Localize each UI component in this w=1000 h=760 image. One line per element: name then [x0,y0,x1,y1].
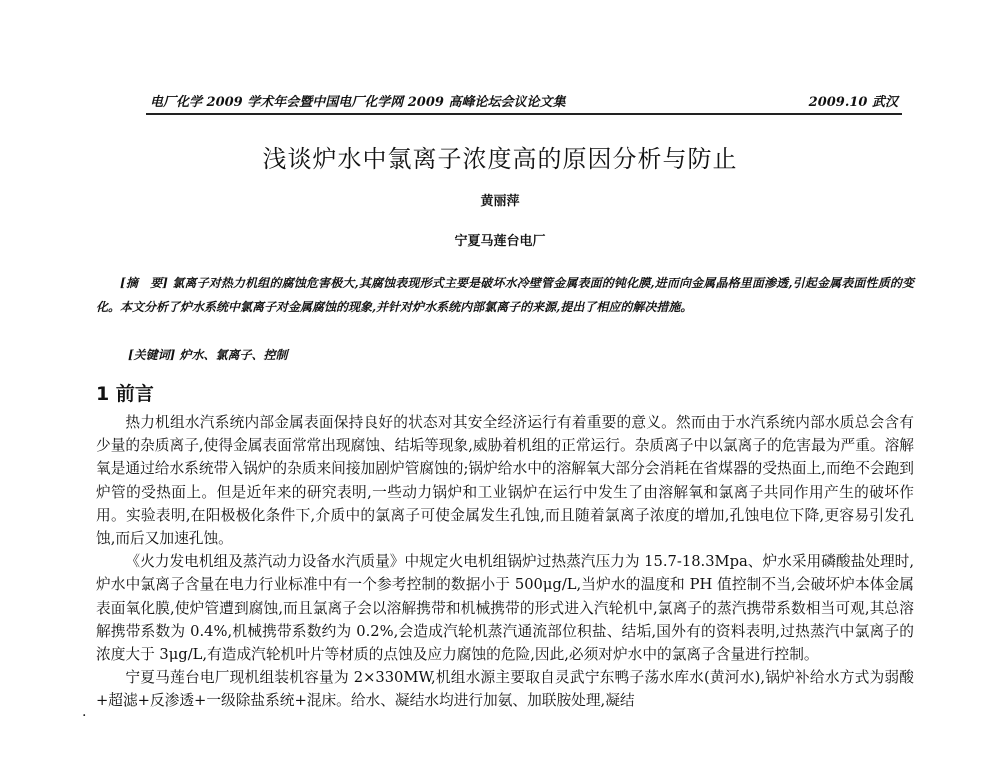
body-paragraph: 宁夏马莲台电厂现机组装机容量为 2×330MW,机组水源主要取自灵武宁东鸭子荡水库水(黄河水),锅炉补给水方式为弱酸+超滤+反渗透+一级除盐系统+混床。给水、凝结水均进行加氨、加联胺处理,凝结 [96,669,914,710]
section-body [96,411,914,713]
body-paragraph: 热力机组水汽系统内部金属表面保持良好的状态对其安全经济运行有着重要的意义。然而由于水汽系统内部水质总会含有少量的杂质离子,使得金属表面常常出现腐蚀、结垢等现象,威胁着机组的正常运行。杂质离子中以氯离子的危害最为严重。溶解氧是通过给水系统带入锅炉的杂质来间接加剧炉管腐蚀的;锅炉给水中的溶解氧大部分会消耗在省煤器的受热面上,而绝不会跑到炉管的受热面上。但是近年来的研究表明,一些动力锅炉和工业锅炉在运行中发生了由溶解氧和氯离子共同作用产生的破坏作用。实验表明,在阳极极化条件下,介质中的氯离子可使金属发生孔蚀,而且随着氯离子浓度的增加,孔蚀电位下降,更容易引发孔蚀,而后又加速孔蚀。 [96,414,914,548]
author-affiliation: 宁夏马莲台电厂 [454,234,546,249]
margin-mark: . [82,704,87,720]
header-rule [146,113,902,115]
abstract: [摘 要] 氯离子对热力机组的腐蚀危害极大,其腐蚀表现形式主要是破坏水冷壁管金属表面的钝化膜,进而向金属晶格里面渗透,引起金属表面性质的变化。本文分析了炉水系统中氯离子对金属腐蚀的现象,并针对炉水系统内部氯离子的来源,提出了相应的解决措施。 [96,276,914,314]
author-name: 黄丽萍 [480,194,520,209]
header-conference: 电厂化学 2009 学术年会暨中国电厂化学网 2009 高峰论坛会议论文集 [150,95,566,110]
section-heading: 1 前言 [96,383,154,405]
keywords: [关键词] 炉水、氯离子、控制 [128,348,288,362]
header-date-location: 2009.10 武汉 [808,95,898,110]
running-header [150,91,898,110]
paper-title: 浅谈炉水中氯离子浓度高的原因分析与防止 [262,145,738,173]
body-paragraph: 《火力发电机组及蒸汽动力设备水汽质量》中规定火电机组锅炉过热蒸汽压力为 15.7-18.3Mpa、炉水采用磷酸盐处理时,炉水中氯离子含量在电力行业标准中有一个参考控制的数据小于 500μg/L,当炉水的温度和 PH 值控制不当,会破坏炉本体金属表面氧化膜,使炉管遭到腐蚀,而且氯离子会以溶解携带和机械携带的形式进入汽轮机中,氯离子的蒸汽携带系数相当可观,其总溶解携带系数为 0.4%,机械携带系数约为 0.2%,会造成汽轮机蒸汽通流部位积盐、结垢,国外有的资料表明,过热蒸汽中氯离子的浓度大于 3μg/L,有造成汽轮机叶片等材质的点蚀及应力腐蚀的危险,因此,必须对炉水中的氯离子含量进行控制。 [96,553,914,664]
